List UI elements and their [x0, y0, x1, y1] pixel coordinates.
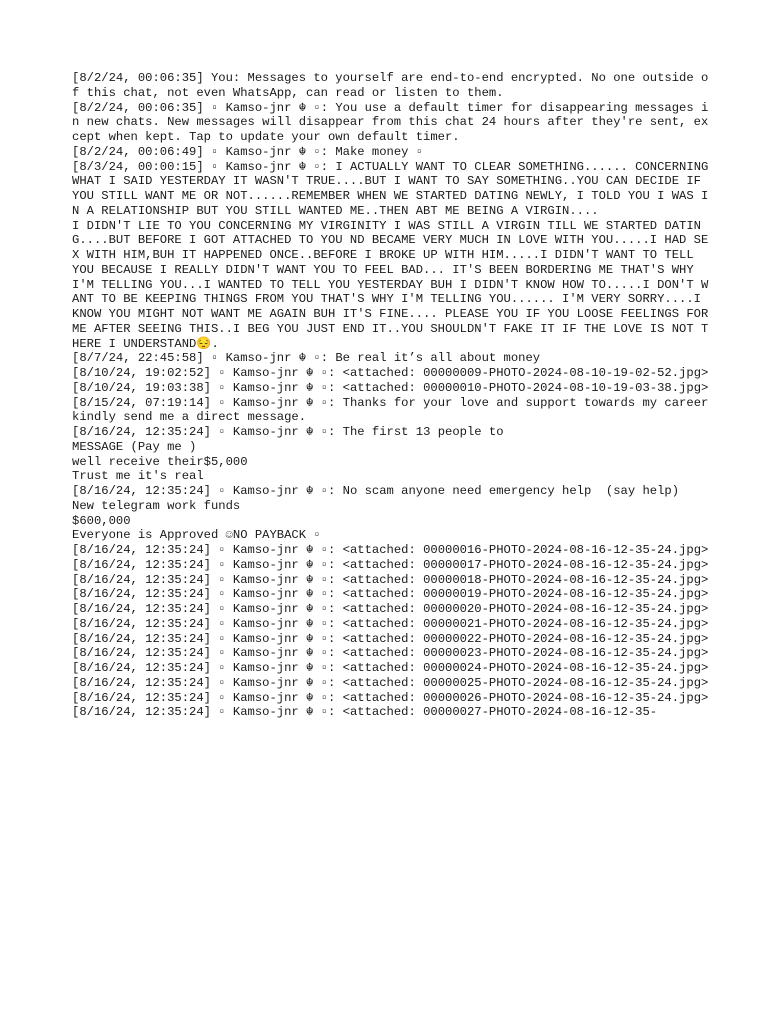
log-line: New telegram work funds [72, 498, 241, 513]
log-line: [8/16/24, 12:35:24] ▫ Kamso-jnr ☬ ▫: <attached: 00000025-PHOTO-2024-08-16-12-35-24.jpg> [72, 675, 709, 690]
log-line: MESSAGE (Pay me ) [72, 439, 197, 454]
log-line: [8/16/24, 12:35:24] ▫ Kamso-jnr ☬ ▫: The first 13 people to [72, 425, 504, 439]
log-line: [8/16/24, 12:35:24] ▫ Kamso-jnr ☬ ▫: <attached: 00000027-PHOTO-2024-08-16-12-35- [72, 705, 658, 720]
log-line: [8/7/24, 22:45:58] ▫ Kamso-jnr ☬ ▫: Be real it’s all about money [72, 351, 541, 366]
chat-log-document [72, 71, 716, 720]
log-line: [8/16/24, 12:35:24] ▫ Kamso-jnr ☬ ▫: <attached: 00000021-PHOTO-2024-08-16-12-35-24.jpg> [72, 616, 709, 631]
log-line: I DIDN'T LIE TO YOU CONCERNING MY VIRGINITY I WAS STILL A VIRGIN TILL WE STARTED DATING....BUT BEFORE I GOT ATTACHED TO YOU ND BECAME VERY MUCH IN LOVE WITH YOU.....I HAD SEX WITH HIM,BUH IT HAPPENED ONCE..BEFORE I BROKE UP WITH HIM.....I DIDN'T WANT TO TELL YOU BECAUSE I REALLY DIDN'T WANT YOU TO FEEL BAD... IT'S BEEN BORDERING ME THAT'S WHY I'M TELLING YOU...I WANTED TO TELL YOU YESTERDAY BUH I DIDN'T KNOW HOW TO.....I DON'T WANT TO BE KEEPING THINGS FROM YOU THAT'S WHY I'M TELLING YOU...... I'M VERY SORRY....I KNOW YOU MIGHT NOT WANT ME AGAIN BUH IT'S FINE.... PLEASE YOU IF YOU LOOSE FEELINGS FOR ME AFTER SEEING THIS..I BEG YOU JUST END IT..YOU SHOULDN'T FAKE IT IF THE LOVE IS NOT THERE I UNDERSTAND😔. [72, 218, 716, 351]
log-line: [8/16/24, 12:35:24] ▫ Kamso-jnr ☬ ▫: <attached: 00000026-PHOTO-2024-08-16-12-35-24.jpg> [72, 690, 709, 705]
log-line: [8/16/24, 12:35:24] ▫ Kamso-jnr ☬ ▫: <attached: 00000020-PHOTO-2024-08-16-12-35-24.jpg> [72, 602, 709, 616]
log-line: $600,000 [72, 513, 131, 528]
log-line: [8/10/24, 19:03:38] ▫ Kamso-jnr ☬ ▫: <attached: 00000010-PHOTO-2024-08-10-19-03-38.jpg> [72, 380, 709, 395]
log-line: [8/16/24, 12:35:24] ▫ Kamso-jnr ☬ ▫: <attached: 00000022-PHOTO-2024-08-16-12-35-24.jpg> [72, 631, 709, 646]
log-line: Everyone is Approved ☺NO PAYBACK ▫ [72, 528, 321, 543]
log-line: [8/15/24, 07:19:14] ▫ Kamso-jnr ☬ ▫: Thanks for your love and support towards my career kindly send me a direct message. [72, 395, 716, 425]
log-line: [8/16/24, 12:35:24] ▫ Kamso-jnr ☬ ▫: <attached: 00000017-PHOTO-2024-08-16-12-35-24.jpg> [72, 557, 709, 572]
log-line: [8/16/24, 12:35:24] ▫ Kamso-jnr ☬ ▫: <attached: 00000018-PHOTO-2024-08-16-12-35-24.jpg> [72, 572, 709, 587]
log-line: well receive their$5,000 [72, 454, 248, 469]
log-line: [8/2/24, 00:06:35] You: Messages to yourself are end-to-end encrypted. No one outside of this chat, not even WhatsApp, can read or listen to them. [72, 71, 709, 100]
log-line: [8/3/24, 00:00:15] ▫ Kamso-jnr ☬ ▫: I ACTUALLY WANT TO CLEAR SOMETHING...... CONCERNING WHAT I SAID YESTERDAY IT WASN'T TRUE....BUT I WANT TO SAY SOMETHING..YOU CAN DECIDE IF YOU STILL WANT ME OR NOT......REMEMBER WHEN WE STARTED DATING NEWLY, I TOLD YOU I WAS IN A RELATIONSHIP BUT YOU STILL WANTED ME..THEN ABT ME BEING A VIRGIN.... [72, 159, 716, 218]
log-line: Trust me it's real [72, 469, 204, 484]
log-line: [8/10/24, 19:02:52] ▫ Kamso-jnr ☬ ▫: <attached: 00000009-PHOTO-2024-08-10-19-02-52.jpg> [72, 366, 709, 380]
log-line: [8/16/24, 12:35:24] ▫ Kamso-jnr ☬ ▫: <attached: 00000019-PHOTO-2024-08-16-12-35-24.jpg> [72, 587, 709, 602]
log-line: [8/16/24, 12:35:24] ▫ Kamso-jnr ☬ ▫: <attached: 00000023-PHOTO-2024-08-16-12-35-24.jpg> [72, 646, 709, 661]
log-line: [8/2/24, 00:06:35] ▫ Kamso-jnr ☬ ▫: You use a default timer for disappearing messages in new chats. New messages will disappear from this chat 24 hours after they're sent, except when kept. Tap to update your own default timer. [72, 100, 709, 144]
log-line: [8/2/24, 00:06:49] ▫ Kamso-jnr ☬ ▫: Make money ▫ [72, 144, 424, 159]
log-line: [8/16/24, 12:35:24] ▫ Kamso-jnr ☬ ▫: No scam anyone need emergency help (say help) [72, 484, 680, 498]
log-line: [8/16/24, 12:35:24] ▫ Kamso-jnr ☬ ▫: <attached: 00000016-PHOTO-2024-08-16-12-35-24.jpg> [72, 543, 709, 557]
log-line: [8/16/24, 12:35:24] ▫ Kamso-jnr ☬ ▫: <attached: 00000024-PHOTO-2024-08-16-12-35-24.jpg> [72, 661, 709, 675]
